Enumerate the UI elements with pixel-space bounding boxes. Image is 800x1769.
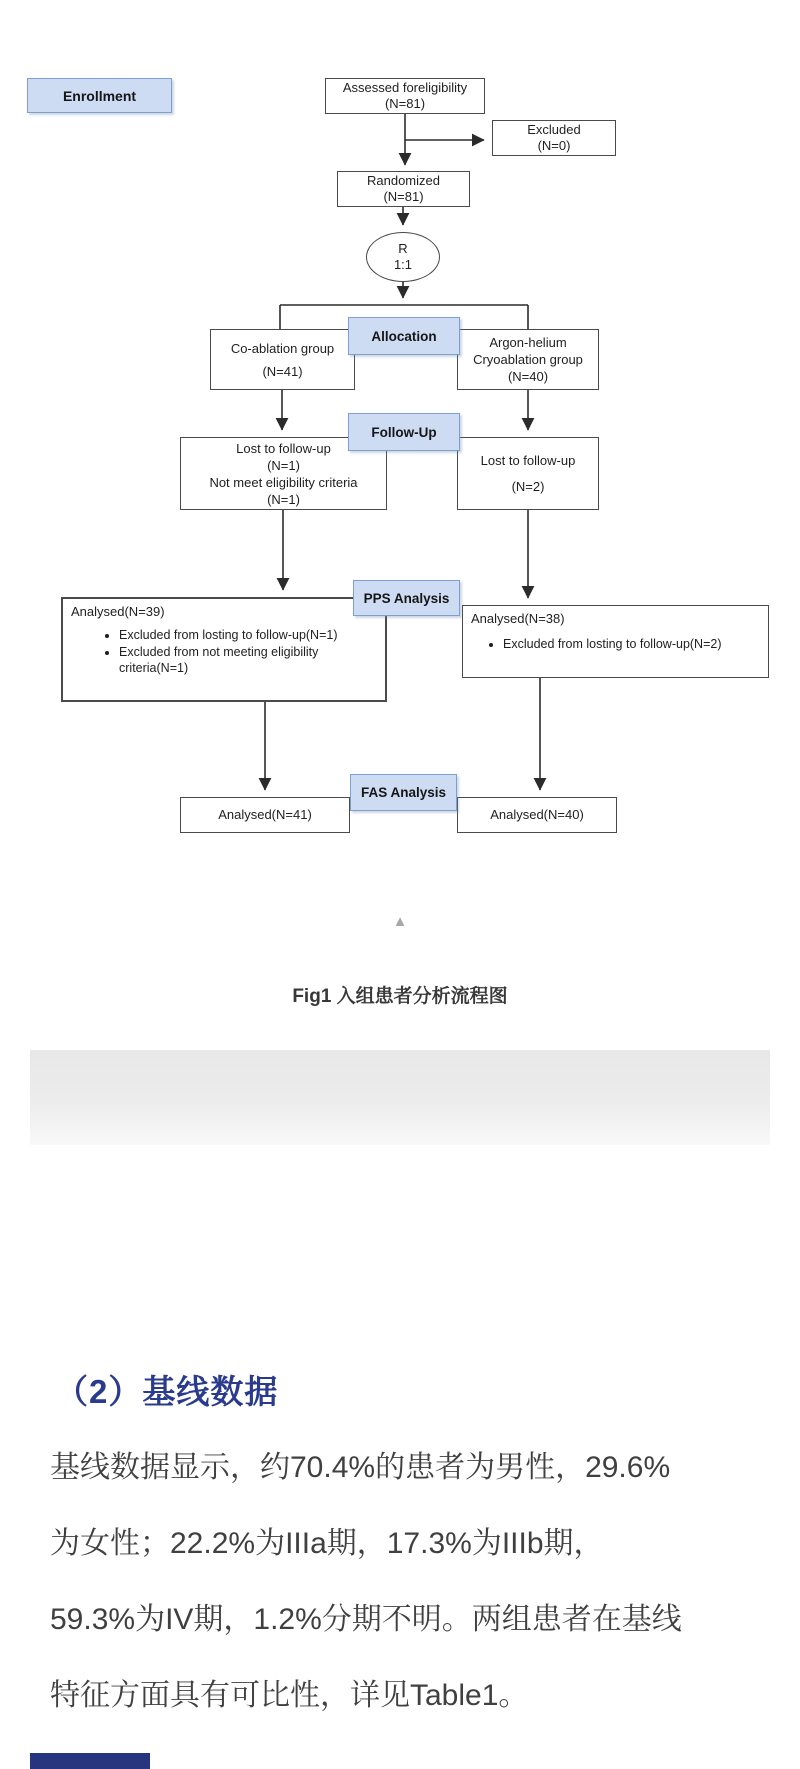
node-excluded [492, 120, 616, 156]
text-line: (N=40) [507, 369, 549, 384]
text-line: (N=81) [384, 96, 426, 111]
stage-label-enrollment: Enrollment [27, 78, 172, 113]
node-argon-helium-group [457, 329, 599, 390]
collapse-triangle-icon[interactable]: ▲ [392, 913, 408, 930]
node-randomized [337, 171, 470, 207]
node-pps-analysed-left [61, 597, 387, 702]
text-line: Argon-helium [489, 335, 567, 350]
table1-header-fragment [30, 1753, 150, 1769]
text-line: Co-ablation group [230, 340, 335, 356]
text-line: 1:1 [393, 257, 413, 272]
text-line: Not meet eligibility criteria [209, 474, 358, 490]
text-line: (N=41) [262, 363, 303, 379]
bullet-item: • Excluded from losting to follow-up(N=1) [119, 627, 377, 643]
gray-divider-band [30, 1050, 770, 1145]
node-co-ablation-group [210, 329, 355, 390]
node-assessed-eligibility [325, 78, 485, 114]
paragraph-line: 59.3%为IV期，1.2%分期不明。两组患者在基线 [50, 1603, 682, 1636]
paragraph-line: 特征方面具有可比性，详见Table1。 [50, 1679, 529, 1712]
text-line: Lost to follow-up [480, 452, 576, 468]
figure-caption: Fig1 入组患者分析流程图 [292, 986, 508, 1007]
text-line: (N=1) [267, 491, 300, 507]
node-fas-analysed-right [457, 797, 617, 833]
stage-label-followup: Follow-Up [348, 413, 460, 451]
text-line: Randomized [367, 173, 440, 188]
section-heading: （2）基线数据 [55, 1373, 279, 1410]
text-line: (N=0) [537, 138, 571, 153]
analysed-title: Analysed(N=38) [471, 611, 565, 626]
stage-label-allocation: Allocation [348, 317, 460, 355]
bullet-item: • Excluded from losting to follow-up(N=2) [503, 636, 760, 652]
node-pps-analysed-right [462, 605, 769, 678]
text-line: (N=2) [511, 478, 545, 494]
paragraph-line: 基线数据显示，约70.4%的患者为男性，29.6% [50, 1451, 671, 1484]
text-line: Excluded [527, 122, 581, 137]
text-line: Analysed(N=40) [490, 807, 584, 822]
text-line: (N=1) [267, 457, 300, 473]
text-line: Analysed(N=41) [218, 807, 312, 822]
text-line: R [398, 241, 408, 256]
text-line: Cryoablation group [473, 352, 583, 367]
node-lost-to-followup-right [457, 437, 599, 510]
stage-label-pps-analysis: PPS Analysis [353, 580, 460, 616]
text-line: Lost to follow-up [236, 440, 331, 456]
bullet-item: • Excluded from not meeting eligibility criteria(N=1) [119, 644, 377, 676]
exclusion-bullet-list [471, 636, 760, 652]
section-paragraph [50, 1430, 790, 1734]
text-line: Assessed foreligibility [342, 80, 468, 95]
paragraph-line: 为女性；22.2%为IIIa期，17.3%为IIIb期， [50, 1527, 604, 1560]
analysed-title: Analysed(N=39) [71, 604, 165, 619]
stage-label-fas-analysis: FAS Analysis [350, 774, 457, 811]
exclusion-bullet-list [71, 627, 377, 676]
node-randomization-ratio [366, 232, 440, 282]
node-fas-analysed-left [180, 797, 350, 833]
text-line: (N=81) [383, 189, 424, 204]
